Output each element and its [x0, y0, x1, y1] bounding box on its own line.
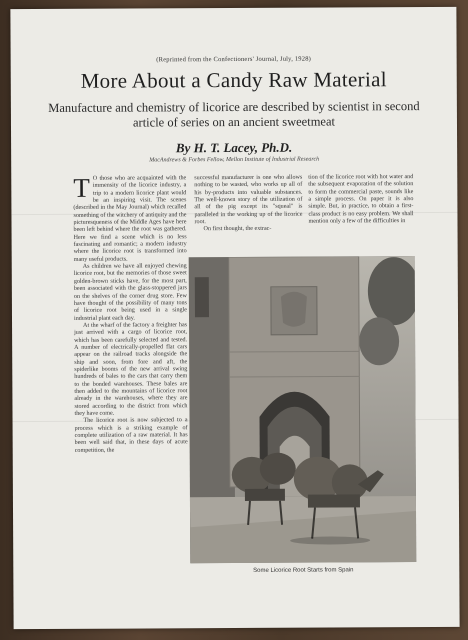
author-byline: By H. T. Lacey, Ph.D. — [175, 139, 293, 156]
column-one — [73, 172, 188, 455]
column-paragraph: As children we have all enjoyed chewing licorice root, but the memories of those sweet golden-brown sticks have, for the most part, been associated with the glass-stoppered jars on the shelves of the corner drug store. Few have thought of the possibility of many tons of licorice root being used in a single industrial plant each day. — [73, 263, 187, 322]
column-paragraph: On first thought, the extrac- — [203, 226, 272, 233]
reprint-sheet — [10, 7, 459, 629]
drop-cap: T — [73, 172, 90, 203]
donkeys-carrying-licorice-root-photo — [189, 256, 417, 563]
column-paragraph: The licorice root is now subjected to a process which is a striking example of complete utilization of a raw material. It has been well said that, in these days of acute competition, the — [74, 417, 188, 454]
column-paragraph: T O those who are acquainted with the immensity of the licorice industry, a trip to a modern licorice plant would be an inspiring visit. The scenes (described in the May Journal) which recalled something of the witchery of antiquity and the picturesqueness of the Middle Ages have here been left behind where the root was gathered. Here we find a scene which is no less fascinating and romantic; a modern industry where the licorice root is transformed into many useful products. — [73, 172, 187, 263]
column-three — [308, 174, 413, 226]
column-paragraph: At the wharf of the factory a freighter has just arrived with a cargo of licorice root, which has been carefully selected and tested. A number of electrically-propelled flat cars appear on the railroad tracks alongside the ship and soon, from fore and aft, the spiderlike booms of the new arrival swing hundreds of bales to the cars that carry them to the bonded warehouses. These bales are then added to the mountains of licorice root already in the warehouses, where they are stored according to the district from which they have come. — [74, 322, 188, 417]
column-two — [194, 175, 302, 234]
author-affiliation: MacAndrews & Forbes Fellow, Mellon Institute of Industrial Research — [149, 156, 320, 164]
article-subtitle: Manufacture and chemistry of licorice are described by scientist in second article of series on an ancient sweetmeat — [48, 99, 420, 130]
column-paragraph: successful manufacturer is one who allows nothing to be wasted, who works up all of his by-products into valuable substances. The well-known story of the utilization of all of the pig except its "squeal" is paralleled in the working up of the licorice root. — [194, 174, 303, 226]
reprint-note: (Reprinted from the Confectioners' Journal, July, 1928) — [156, 55, 312, 64]
street-photo — [189, 256, 417, 563]
article-title: More About a Candy Raw Material — [80, 67, 387, 93]
column-paragraph: tion of the licorice root with hot water and the subsequent evaporation of the solution to form the commercial paste, sounds like a simple process. On paper it is also simple. But, in practice, to obtain a first-class product is no easy problem. We shall mention only a few of the difficulties in — [308, 174, 414, 225]
photo-caption: Some Licorice Root Starts from Spain — [253, 567, 354, 574]
